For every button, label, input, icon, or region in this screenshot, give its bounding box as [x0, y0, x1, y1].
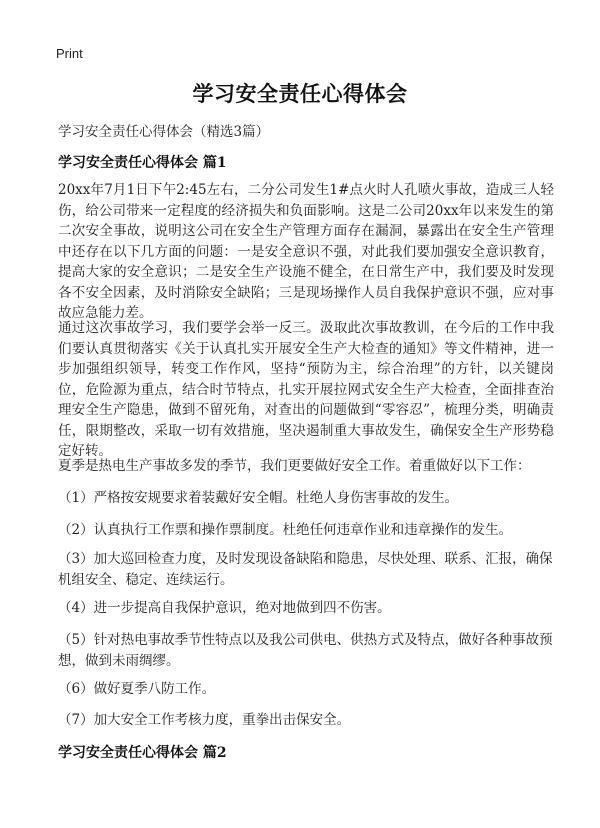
list-item-5: （5）针对热电事故季节性特点以及我公司供电、供热方式及特点，做好各种事故预想，做到未雨绸缪。: [58, 632, 553, 669]
list-item-2: （2）认真执行工作票和操作票制度。杜绝任何违章作业和违章操作的发生。: [58, 522, 513, 538]
list-item-3: （3）加大巡回检查力度，及时发现设备缺陷和隐患，尽快处理、联系、汇报，确保机组安全、稳定、连续运行。: [58, 551, 553, 588]
list-item-6: （6）做好夏季八防工作。: [58, 681, 216, 697]
paragraph-2: 通过这次事故学习，我们要学会举一反三。汲取此次事故教训，在今后的工作中我们要认真贯彻落实《关于认真扎实开展安全生产大检查的通知》等文件精神，进一步加强组织领导，转变工作作风，坚持“预防为主，综合治理”的方针，以关键岗位，危险源为重点，结合时节特点，扎实开展拉网式安全生产大检查，全面排查治理安全生产隐患，做到不留死角，对查出的问题做到“零容忍”，梳理分类，明确责任，限期整改，采取一切有效措施，坚决遏制重大事故发生，确保安全生产形势稳定好转。: [58, 320, 554, 459]
document-subtitle: 学习安全责任心得体会（精选3篇）: [58, 124, 270, 140]
page-title: 学习安全责任心得体会: [192, 81, 408, 106]
section-heading-1: 学习安全责任心得体会 篇1: [58, 155, 227, 171]
list-item-4: （4）进一步提高自我保护意识，绝对地做到四不伤害。: [58, 600, 391, 616]
section-heading-2: 学习安全责任心得体会 篇2: [58, 745, 227, 761]
paragraph-3: 夏季是热电生产事故多发的季节，我们更要做好安全工作。着重做好以下工作：: [58, 458, 531, 474]
print-link[interactable]: Print: [56, 46, 83, 61]
list-item-7: （7）加大安全工作考核力度，重拳出击保安全。: [58, 712, 351, 728]
paragraph-1: 20xx年7月1日下午2:45左右，二分公司发生1#点火时人孔喷火事故，造成三人轻伤，给公司带来一定程度的经济损失和负面影响。这是二公司20xx年以来发生的第二次安全事故，说明这公司在安全生产管理方面存在漏洞，暴露出在安全生产管理中还存在以下几方面的问题：一是安全意识不强，对此我们要加强安全意识教育，提高大家的安全意识；二是安全生产设施不健全，在日常生产中，我们要及时发现各不安全因素，及时消除安全缺陷；三是现场操作人员自我保护意识不强，应对事故应急能力差。: [58, 182, 554, 321]
list-item-1: （1）严格按安规要求着装戴好安全帽。杜绝人身伤害事故的发生。: [58, 490, 459, 506]
